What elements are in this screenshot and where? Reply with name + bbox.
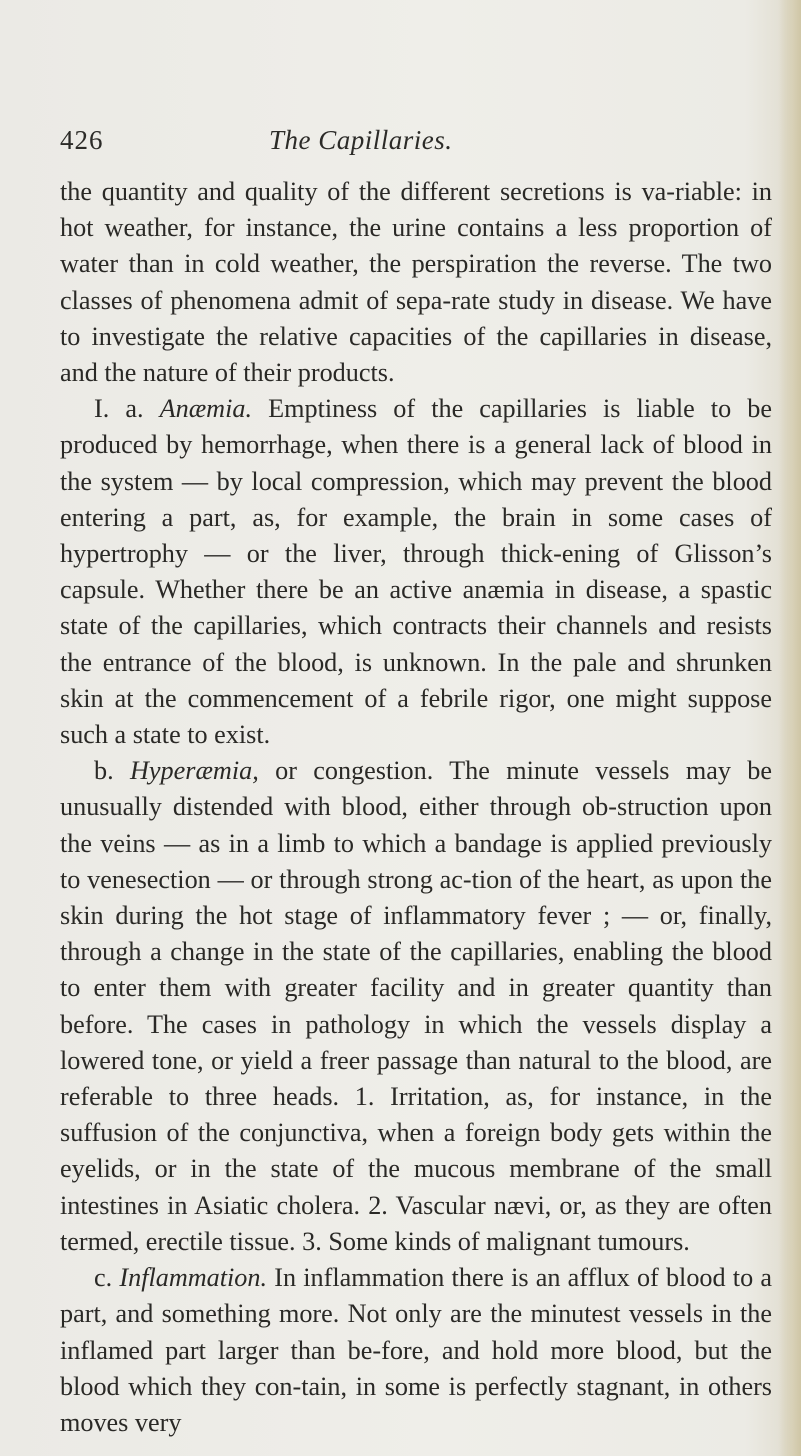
section-marker: c. bbox=[94, 1263, 120, 1293]
paragraph-text: In inflammation there is an afflux of blood to a part, and something more. Not only are the minutest vessels in the inflamed part larger than be-fore, and hold more blood, but the blood which they con-tain, in some is perfectly stagnant, in others moves very bbox=[60, 1263, 773, 1437]
page-number: 426 bbox=[60, 125, 104, 155]
paragraph-inflammation bbox=[60, 1260, 772, 1441]
page-edge-shadow bbox=[779, 0, 801, 1456]
paragraph-intro bbox=[60, 174, 772, 391]
paragraph-text: Emptiness of the capillaries is liable to be produced by hemorrhage, when there is a general lack of blood in the system — by local compression, which may prevent the blood entering a part, as, for example, the brain in some cases of hypertrophy — or the liver, through thick-ening of Glisson’s capsule. Whether there be an active anæmia in disease, a spastic state of the capillaries, which contracts their channels and resists the entrance of the blood, is unknown. In the pale and shrunken skin at the commencement of a febrile rigor, one might suppose such a state to exist. bbox=[60, 394, 772, 750]
paragraph-hyperaemia bbox=[60, 753, 772, 1260]
section-marker: b. bbox=[94, 756, 130, 786]
running-header bbox=[60, 125, 760, 165]
paragraph-anaemia bbox=[60, 391, 772, 753]
section-heading-hyperaemia: Hyperæmia, bbox=[130, 756, 259, 786]
section-heading-anaemia: Anæmia. bbox=[159, 394, 253, 424]
running-title: The Capillaries. bbox=[269, 125, 453, 155]
section-heading-inflammation: Inflammation. bbox=[119, 1263, 268, 1293]
body-text bbox=[60, 174, 772, 1441]
section-marker: I. a. bbox=[94, 394, 160, 424]
paragraph-text: the quantity and quality of the different secretions is va-riable: in hot weather, for instance, the urine contains a less proportion of water than in cold weather, the perspiration the reverse. The two classes of phenomena admit of sepa-rate study in disease. We have to investigate the relative capacities of the capillaries in disease, and the nature of their products. bbox=[60, 177, 772, 388]
paragraph-text: or congestion. The minute vessels may be unusually distended with blood, either through ob-struction upon the veins — as in a limb to which a bandage is applied previously to venesection — or through strong ac-tion of the heart, as upon the skin during the hot stage of inflammatory fever ; — or, finally, through a change in the state of the capillaries, enabling the blood to enter them with greater facility and in greater quantity than before. The cases in pathology in which the vessels display a lowered tone, or yield a freer passage than natural to the blood, are referable to three heads. 1. Irritation, as, for instance, in the suffusion of the conjunctiva, when a foreign body gets within the eyelids, or in the state of the mucous membrane of the small intestines in Asiatic cholera. 2. Vascular nævi, or, as they are often termed, erectile tissue. 3. Some kinds of malignant tumours. bbox=[60, 756, 772, 1256]
